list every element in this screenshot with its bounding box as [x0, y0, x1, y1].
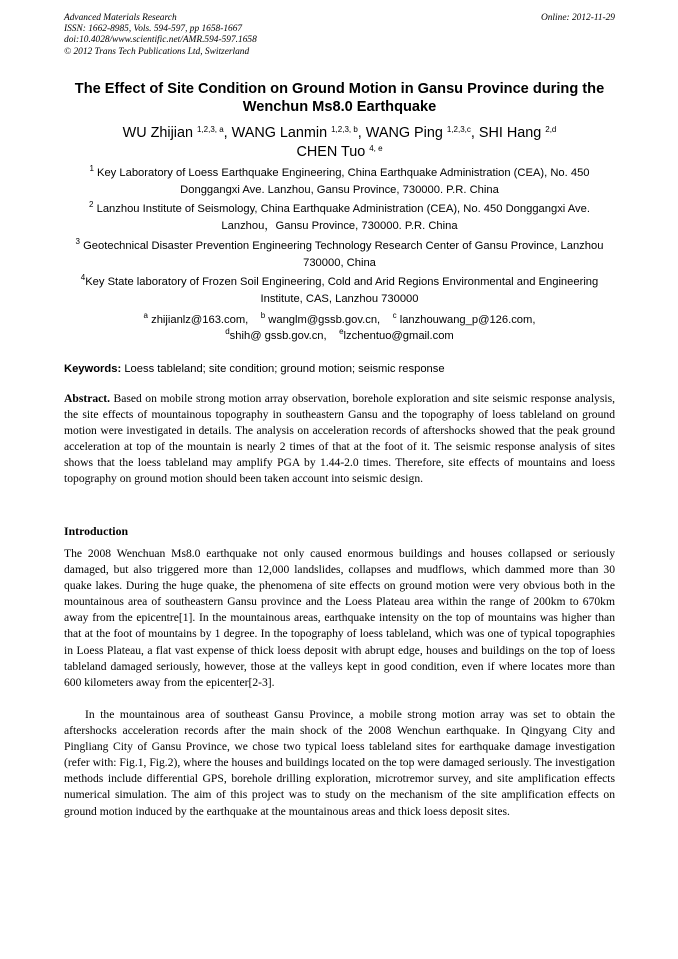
intro-paragraph-1: The 2008 Wenchuan Ms8.0 earthquake not only caused enormous buildings and houses collapsed or seriously damaged, but also triggered more than 12,000 landslides, collapses and mudflows, which dammed more than 30 quake lakes. During the huge quake, the phenomena of site effects on ground motion were very obvious both in the mountainous area of southeastern Gansu province and the Loess Plateau area within the range of 200km to 670km away from the epicentre[1]. In the mountainous areas, earthquake intensity on the top of mountains was higher than that at the foot of mountains by 1 degree. In the topography of loess tableland, which was one of typical topographies in Loess Plateau, a flat vast expense of thick loess deposit with abrupt edge, houses and buildings on the top of loess tableland damaged seriously, however, those at the valleys kept in good condition, even if where locates more than 600 kilometers away from the epicenter[2-3].: [64, 547, 615, 689]
author-list: WU Zhijian $^{1,2,3, a}$, WANG Lanmin $^{1,2,3, b}$, WANG Ping $^{1,2,3,c}$, SHI Hang $^{2,d}$ CHEN Tuo $^{4, e}$: [122, 125, 557, 160]
section-heading-introduction: Introduction: [64, 524, 129, 538]
email-sup: e: [339, 326, 344, 336]
copyright-line: © 2012 Trans Tech Publications Ltd, Switzerland: [64, 46, 250, 57]
affiliation-text: Key Laboratory of Loess Earthquake Engineering, China Earthquake Administration (CEA), No. 450 Donggangxi Ave. Lanzhou, Gansu Province, 730000. P.R. China: [97, 167, 590, 196]
author-name: WANG Lanmin: [231, 125, 328, 141]
author-sup: 1,2,3,c: [446, 125, 471, 134]
author-name: WU Zhijian: [122, 125, 193, 141]
email-sup: a: [143, 311, 148, 320]
abstract-text: Based on mobile strong motion array observation, borehole exploration and site seismic response analysis, the site effects of mountainous topography in southeastern Gansu and the topography of loess tableland on ground motion were investigated in details. The analysis on acceleration records of aftershocks showed that the peak ground acceleration at top of the mountain is nearly 2 times of that at the foot of it. The seismic response analysis of sites shows that the loess tableland may amplify PGA by 1.44-2.0 times. Therefore, site effects of mountains and loess topography on ground motion should been taken account into seismic design.: [64, 392, 615, 486]
affiliation: [64, 201, 615, 235]
affiliation: [64, 274, 615, 308]
online-date: Online: 2012-11-29: [540, 13, 615, 23]
journal-header: [64, 13, 615, 58]
email-sup: b: [260, 311, 266, 320]
doi-line: doi:10.4028/www.scientific.net/AMR.594-597.1658: [64, 35, 257, 46]
abstract-label: Abstract.: [64, 392, 111, 405]
email-address[interactable]: wanglm@gssb.gov.cn,: [268, 314, 381, 326]
intro-paragraph-2: In the mountainous area of southeast Gansu Province, a mobile strong motion array was set to obtain the aftershocks acceleration records after the main shock of the 2008 Wenchun earthquake. In Qingyang City and Pingliang City of Gansu Province, we chose two typical loess tableland sites for earthquake damage investigation (refer with: Fig.1, Fig.2), where the houses and buildings located on the top were damaged seriously. The investigation methods include differential GPS, borehole drilling exploration, microtremor survey, and site amplification effects numerical simulation. The aim of this project was to study on the mechanism of the site amplification effects on ground motion induced by the earthquake at the mountainous areas and thick loess deposit sites.: [64, 708, 615, 818]
author-sup: 1,2,3, a: [196, 125, 224, 134]
email-sup: c: [392, 311, 397, 320]
affiliation-number: 3: [75, 237, 80, 246]
affiliation-text: Lanzhou Institute of Seismology, China Earthquake Administration (CEA), No. 450 Donggangxi Ave. Lanzhou，Gansu Province, 730000. P.R. China: [96, 203, 590, 232]
email-address[interactable]: lanzhouwang_p@126.com,: [399, 314, 536, 326]
author-name: WANG Ping: [365, 125, 443, 141]
affiliation-number: 2: [89, 200, 94, 209]
affiliation: [64, 238, 615, 272]
author-sup: 2,d: [545, 125, 557, 134]
email-address[interactable]: shih@ gssb.gov.cn,: [229, 329, 327, 342]
author-sup: 4, e: [369, 143, 383, 153]
email-list: [64, 313, 615, 344]
author-sup: 1,2,3, b: [331, 125, 358, 134]
author-name: CHEN Tuo: [296, 143, 366, 160]
abstract: [64, 391, 615, 488]
affiliation-text: Key State laboratory of Frozen Soil Engineering, Cold and Arid Regions Environmental and Engineering Institute, CAS, Lanzhou 730000: [85, 276, 599, 305]
keywords-text: Loess tableland; site condition; ground motion; seismic response: [124, 363, 445, 375]
email-address[interactable]: zhijianlz@163.com,: [151, 314, 249, 326]
email-sup: d: [225, 326, 230, 336]
affiliation-text: Geotechnical Disaster Prevention Engineering Technology Research Center of Gansu Province, Lanzhou 730000, China: [83, 240, 604, 269]
paper-title: The Effect of Site Condition on Ground Motion in Gansu Province during the Wenchun Ms8.0 Earthquake: [74, 81, 605, 115]
keywords: [64, 362, 615, 376]
affiliation-number: 1: [89, 164, 94, 173]
keywords-label: Keywords:: [64, 363, 122, 375]
author-name: SHI Hang: [478, 125, 542, 141]
affiliation: [64, 165, 615, 199]
issn-line: ISSN: 1662-8985, Vols. 594-597, pp 1658-1667: [64, 24, 243, 35]
journal-name: Advanced Materials Research: [64, 13, 177, 23]
affiliation-number: 4: [80, 273, 86, 282]
email-address[interactable]: lzchentuo@gmail.com: [343, 329, 454, 342]
